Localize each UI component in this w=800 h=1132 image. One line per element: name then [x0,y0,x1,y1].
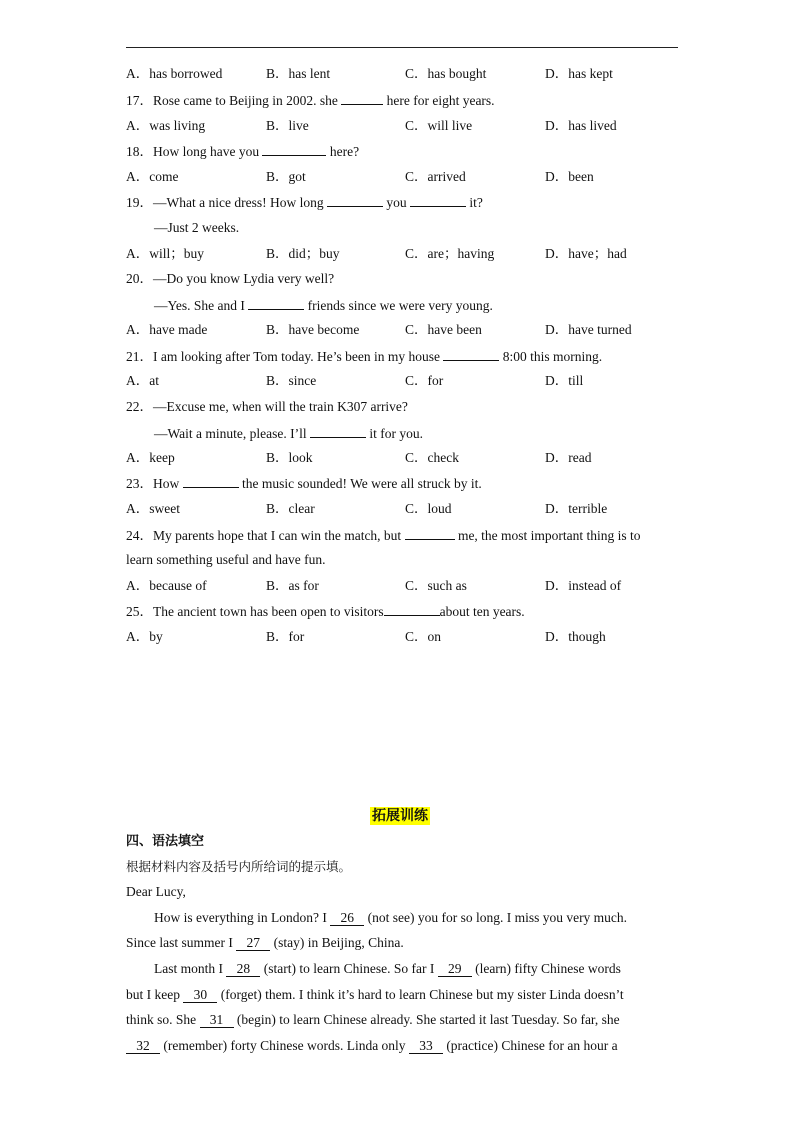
answer-blank [443,347,499,361]
question-text: 23．How the music sounded! We were all struck by it. [126,476,482,491]
section-heading: 四、语法填空 [126,834,205,849]
option-a[interactable]: A．has borrowed [126,66,223,81]
answer-blank [410,193,466,207]
option-d[interactable]: D．read [545,450,592,465]
option-a[interactable]: A．at [126,373,159,388]
question-text-continued: learn something useful and have fun. [126,552,326,567]
letter-line: How is everything in London? I 26 (not see) you for so long. I miss you very much. [154,910,628,925]
answer-blank [341,91,383,105]
top-rule [126,47,678,48]
answer-blank [384,602,440,616]
question-text: 24．My parents hope that I can win the match, but me, the most important thing is to [126,528,641,543]
option-b[interactable]: B．did；buy [266,246,340,261]
option-c[interactable]: C．have been [405,322,482,337]
blank-27[interactable]: 27 [236,936,270,951]
option-d[interactable]: D．instead of [545,578,622,593]
blank-33[interactable]: 33 [409,1039,443,1054]
option-a[interactable]: A．keep [126,450,175,465]
option-b[interactable]: B．clear [266,501,315,516]
option-c[interactable]: C．for [405,373,444,388]
letter-line: Last month I 28 (start) to learn Chinese. So far I 29 (learn) fifty Chinese words [154,961,621,976]
option-a[interactable]: A．was living [126,118,206,133]
blank-26[interactable]: 26 [330,911,364,926]
option-b[interactable]: B．got [266,169,306,184]
option-b[interactable]: B．live [266,118,309,133]
option-c[interactable]: C．will live [405,118,473,133]
answer-blank [183,474,239,488]
answer-blank [248,296,304,310]
blank-30[interactable]: 30 [183,988,217,1003]
answer-blank [262,142,326,156]
answer-blank [327,193,383,207]
option-d[interactable]: D．though [545,629,606,644]
option-d[interactable]: D．till [545,373,584,388]
option-a[interactable]: A．come [126,169,179,184]
option-a[interactable]: A．by [126,629,163,644]
option-c[interactable]: C．on [405,629,442,644]
option-b[interactable]: B．as for [266,578,319,593]
blank-28[interactable]: 28 [226,962,260,977]
question-text: 21．I am looking after Tom today. He’s been in my house 8:00 this morning. [126,349,603,364]
option-b[interactable]: B．have become [266,322,360,337]
option-c[interactable]: C．check [405,450,459,465]
blank-32[interactable]: 32 [126,1039,160,1054]
option-b[interactable]: B．for [266,629,305,644]
option-d[interactable]: D．terrible [545,501,608,516]
option-c[interactable]: C．are；having [405,246,495,261]
letter-salutation: Dear Lucy, [126,884,186,899]
question-text: 20．—Do you know Lydia very well? [126,271,335,286]
question-reply: —Yes. She and I friends since we were very young. [154,298,493,313]
answer-blank [310,424,366,438]
option-c[interactable]: C．arrived [405,169,466,184]
question-text: 19．—What a nice dress! How long you it? [126,195,483,210]
letter-line: 32 (remember) forty Chinese words. Linda only 33 (practice) Chinese for an hour a [126,1037,618,1055]
option-d[interactable]: D．have；had [545,246,627,261]
option-a[interactable]: A．will；buy [126,246,205,261]
option-a[interactable]: A．have made [126,322,208,337]
option-b[interactable]: B．has lent [266,66,331,81]
question-text: 25．The ancient town has been open to visitors about ten years. [126,604,525,619]
blank-29[interactable]: 29 [438,962,472,977]
question-reply: —Just 2 weeks. [154,220,240,235]
option-b[interactable]: B．look [266,450,313,465]
option-b[interactable]: B．since [266,373,317,388]
section-banner: 拓展训练 [372,808,428,824]
option-c[interactable]: C．such as [405,578,467,593]
blank-31[interactable]: 31 [200,1013,234,1028]
question-text: 22．—Excuse me, when will the train K307 arrive? [126,399,408,414]
option-d[interactable]: D．has kept [545,66,613,81]
letter-line: Since last summer I 27 (stay) in Beijing, China. [126,935,404,950]
option-d[interactable]: D．been [545,169,594,184]
section-instruction: 根据材料内容及括号内所给词的提示填。 [126,859,352,874]
option-d[interactable]: D．has lived [545,118,617,133]
option-a[interactable]: A．because of [126,578,207,593]
letter-line: but I keep 30 (forget) them. I think it’s hard to learn Chinese but my sister Linda doesn’t [126,987,624,1002]
question-text: 18．How long have you here? [126,144,360,159]
question-reply: —Wait a minute, please. I’ll it for you. [154,426,423,441]
option-c[interactable]: C．loud [405,501,452,516]
option-c[interactable]: C．has bought [405,66,487,81]
letter-line: think so. She 31 (begin) to learn Chinese already. She started it last Tuesday. So far, she [126,1012,620,1027]
answer-blank [405,526,455,540]
question-text: 17．Rose came to Beijing in 2002. she here for eight years. [126,93,495,108]
option-a[interactable]: A．sweet [126,501,180,516]
option-d[interactable]: D．have turned [545,322,632,337]
